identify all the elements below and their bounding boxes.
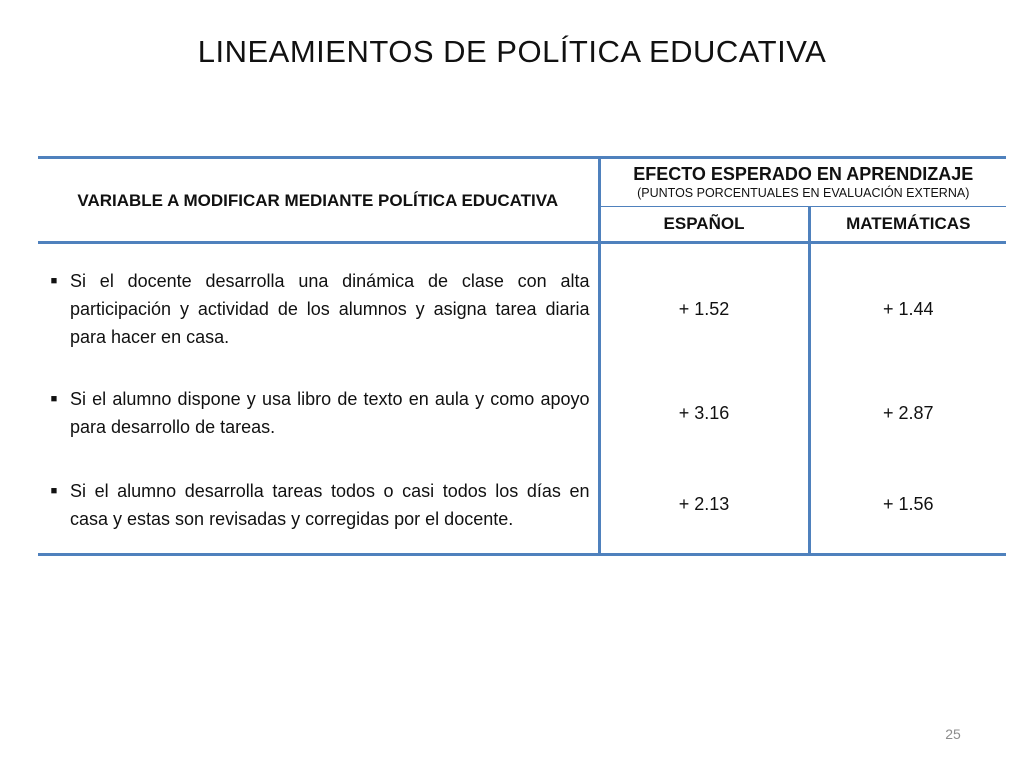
square-bullet-icon: ■	[50, 393, 58, 405]
page-number: 25	[945, 726, 961, 742]
espanol-value: + 1.52	[599, 243, 809, 371]
variable-cell	[38, 456, 599, 555]
variable-text: Si el docente desarrolla una dinámica de clase con alta participación y actividad de los alumnos y asigna tarea diaria para hacer en casa.	[70, 271, 590, 347]
table-header-row	[38, 158, 1006, 207]
variable-text: Si el alumno dispone y usa libro de texto en aula y como apoyo para desarrollo de tareas.	[70, 389, 590, 437]
policy-effects-table	[38, 156, 1006, 556]
effect-column-header	[599, 158, 1006, 207]
variable-text: Si el alumno desarrolla tareas todos o casi todos los días en casa y estas son revisadas y corregidas por el docente.	[70, 480, 590, 529]
matematicas-value: + 1.56	[809, 456, 1006, 555]
square-bullet-icon: ■	[50, 484, 58, 497]
matematicas-value: + 1.44	[882, 298, 934, 319]
slide-title: LINEAMIENTOS DE POLÍTICA EDUCATIVA	[197, 34, 827, 69]
matematicas-value: + 2.87	[882, 402, 934, 423]
variable-cell	[38, 243, 599, 371]
matematicas-column-header: MATEMÁTICAS	[809, 206, 1006, 242]
square-bullet-icon: ■	[50, 275, 58, 287]
variable-cell	[38, 370, 599, 456]
effect-header-subtitle: (PUNTOS PORCENTUALES EN EVALUACIÓN EXTERNA)	[637, 186, 970, 201]
espanol-column-header: ESPAÑOL	[599, 206, 809, 242]
espanol-value: + 3.16	[599, 370, 809, 456]
table-row	[38, 456, 1006, 555]
table-row	[38, 243, 1006, 371]
policy-table-container	[38, 156, 1006, 556]
effect-header-title: EFECTO ESPERADO EN APRENDIZAJE	[633, 164, 974, 185]
variable-column-header: VARIABLE A MODIFICAR MEDIANTE POLÍTICA EDUCATIVA	[38, 158, 599, 243]
espanol-value: + 2.13	[599, 456, 809, 555]
table-row	[38, 370, 1006, 456]
